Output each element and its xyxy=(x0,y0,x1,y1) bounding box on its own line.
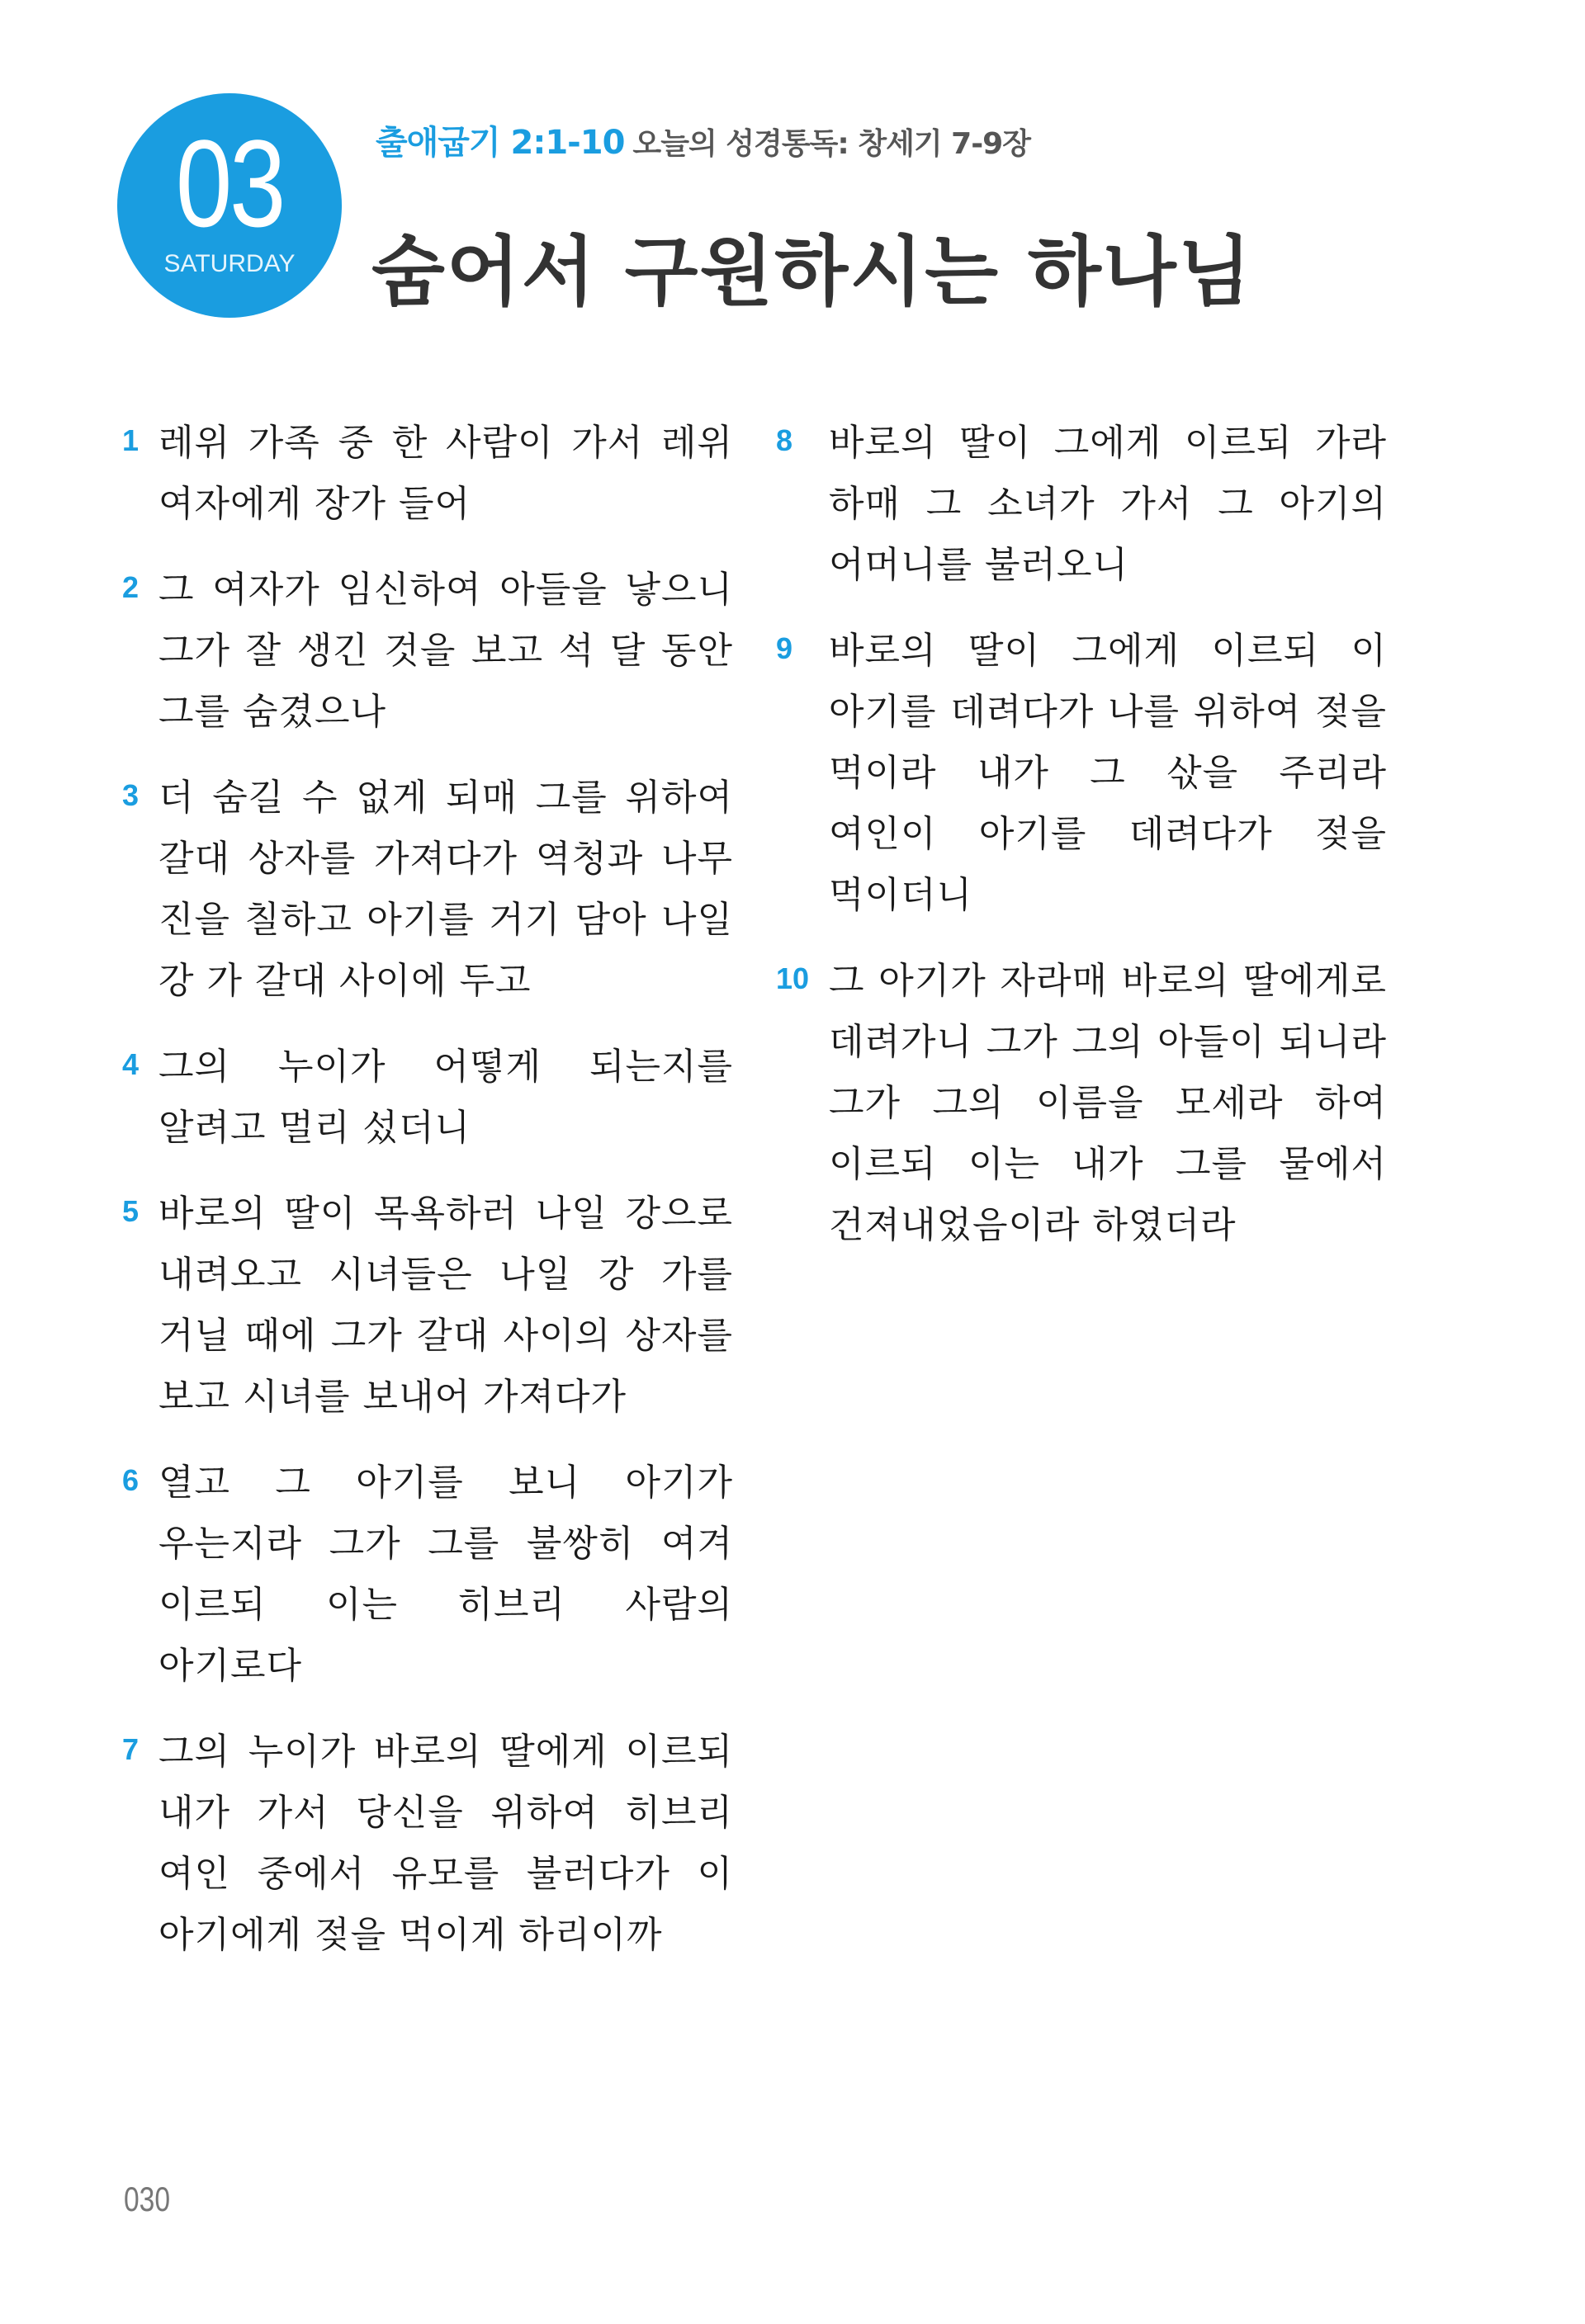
verse xyxy=(776,621,1387,926)
verse-text: 더 숨길 수 없게 되매 그를 위하여 갈대 상자를 가져다가 역청과 나무 진을 칠하고 아기를 거기 담아 나일 강 가 갈대 사이에 두고 xyxy=(158,777,733,1002)
todays-reading: 오늘의 성경통독: 창세기 7-9장 xyxy=(632,127,1030,161)
verse-number: 7 xyxy=(122,1732,140,1766)
verse xyxy=(122,560,733,743)
verse-text: 그의 누이가 어떻게 되는지를 알려고 멀리 섰더니 xyxy=(158,1046,733,1149)
verse-text: 그의 누이가 바로의 딸에게 이르되 내가 가서 당신을 위하여 히브리 여인 중에서 유모를 불러다가 이 아기에게 젖을 먹이게 하리이까 xyxy=(158,1731,733,1956)
verse-number: 9 xyxy=(776,631,793,665)
verse xyxy=(122,1722,733,1966)
verse-text: 바로의 딸이 그에게 이르되 이 아기를 데려다가 나를 위하여 젖을 먹이라 내가 그 삯을 주리라 여인이 아기를 데려다가 젖을 먹이더니 xyxy=(829,630,1387,916)
verse xyxy=(122,1183,733,1428)
verses-column-right xyxy=(776,413,1387,1281)
verse xyxy=(776,413,1387,596)
verse-number: 5 xyxy=(122,1194,140,1228)
verse xyxy=(776,951,1387,1256)
day-name: SATURDAY xyxy=(163,250,296,277)
verse xyxy=(122,413,733,535)
day-badge xyxy=(117,93,342,318)
verse-number: 8 xyxy=(776,423,793,457)
verse xyxy=(122,1037,733,1159)
verse xyxy=(122,1452,733,1697)
verse-number: 2 xyxy=(122,570,140,604)
verse-text: 레위 가족 중 한 사람이 가서 레위 여자에게 장가 들어 xyxy=(158,422,733,525)
verse-number: 4 xyxy=(122,1047,140,1081)
reading-line xyxy=(376,122,1030,165)
verse-text: 바로의 딸이 그에게 이르되 가라 하매 그 소녀가 가서 그 아기의 어머니를 불러오니 xyxy=(829,422,1387,586)
verse-text: 그 아기가 자라매 바로의 딸에게로 데려가니 그가 그의 아들이 되니라 그가 그의 이름을 모세라 하여 이르되 이는 내가 그를 물에서 건져내었음이라 하였더라 xyxy=(829,960,1387,1246)
verse-text: 바로의 딸이 목욕하러 나일 강으로 내려오고 시녀들은 나일 강 가를 거닐 때에 그가 갈대 사이의 상자를 보고 시녀를 보내어 가져다가 xyxy=(158,1193,733,1418)
verse-number: 10 xyxy=(776,961,810,995)
verse-number: 3 xyxy=(122,778,140,812)
page-title: 숨어서 구원하시는 하나님 xyxy=(371,226,1253,316)
scripture-reference: 출애굽기 2:1-10 xyxy=(376,124,625,162)
page-number: 030 xyxy=(124,2180,171,2218)
verse-number: 6 xyxy=(122,1463,140,1497)
verse-text: 그 여자가 임신하여 아들을 낳으니 그가 잘 생긴 것을 보고 석 달 동안 그를 숨겼으나 xyxy=(158,569,733,733)
verse-text: 열고 그 아기를 보니 아기가 우는지라 그가 그를 불쌍히 여겨 이르되 이는 히브리 사람의 아기로다 xyxy=(158,1462,733,1687)
verses-column-left xyxy=(122,413,733,1991)
verse xyxy=(122,768,733,1012)
verse-number: 1 xyxy=(122,423,140,457)
day-number: 03 xyxy=(175,114,284,253)
